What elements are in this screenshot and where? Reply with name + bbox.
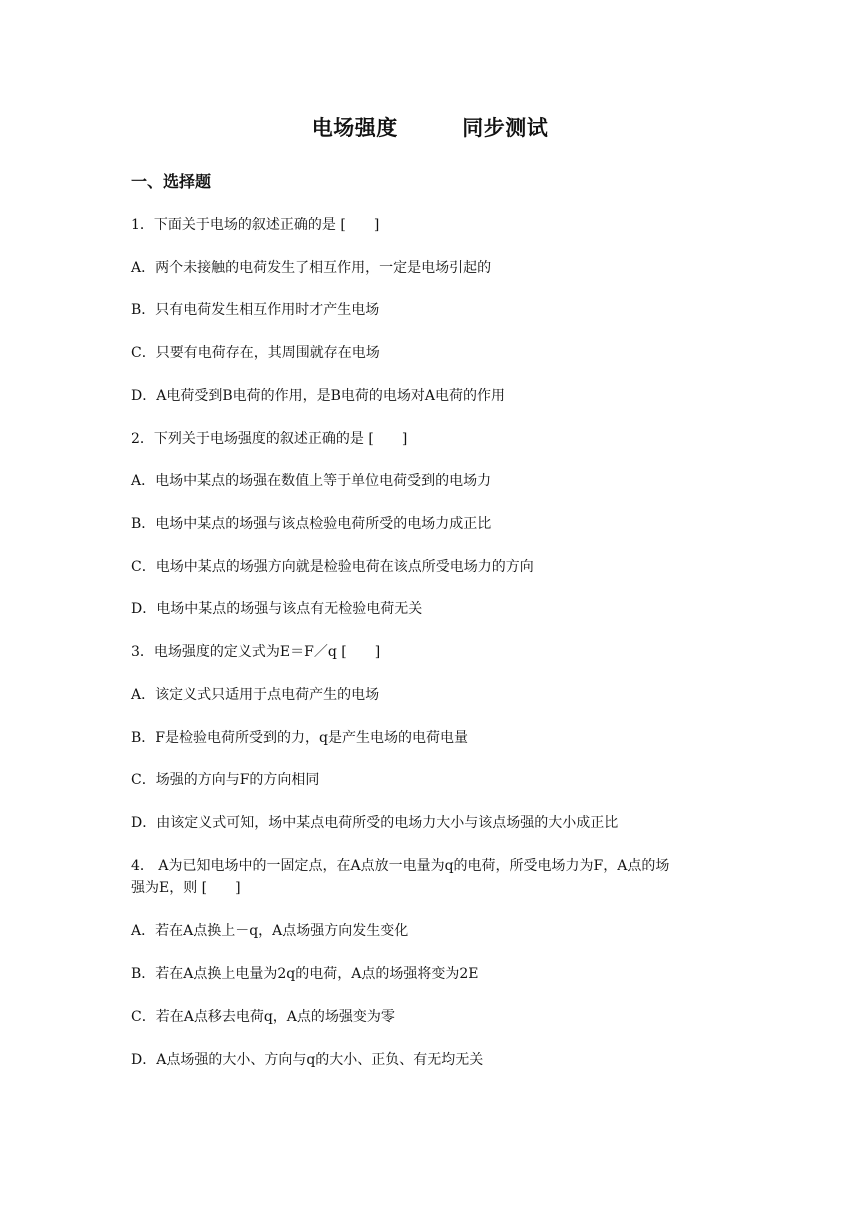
question-1-stem: 1．下面关于电场的叙述正确的是 [ ] xyxy=(131,217,380,233)
page-title: 电场强度 同步测试 xyxy=(311,116,549,140)
question-3-stem: 3．电场强度的定义式为E＝F／q [ ] xyxy=(131,644,381,660)
question-1-option-b: B．只有电荷发生相互作用时才产生电场 xyxy=(131,302,380,318)
question-2-option-d: D．电场中某点的场强与该点有无检验电荷无关 xyxy=(131,601,423,617)
question-4-stem-line-2: 强为E，则 [ ] xyxy=(131,880,241,896)
question-3-option-b: B．F是检验电荷所受到的力，q是产生电场的电荷电量 xyxy=(131,730,468,746)
question-3-option-c: C．场强的方向与F的方向相同 xyxy=(131,772,320,788)
question-3-option-a: A．该定义式只适用于点电荷产生的电场 xyxy=(131,687,380,703)
question-4-option-d: D．A点场强的大小、方向与q的大小、正负、有无均无关 xyxy=(131,1052,484,1068)
question-1-option-a: A．两个未接触的电荷发生了相互作用，一定是电场引起的 xyxy=(131,260,492,276)
section-heading: 一、选择题 xyxy=(131,172,212,191)
question-4-option-c: C．若在A点移去电荷q，A点的场强变为零 xyxy=(131,1009,395,1025)
question-2-option-b: B．电场中某点的场强与该点检验电荷所受的电场力成正比 xyxy=(131,516,492,532)
question-2-option-c: C．电场中某点的场强方向就是检验电荷在该点所受电场力的方向 xyxy=(131,559,534,575)
question-2-option-a: A．电场中某点的场强在数值上等于单位电荷受到的电场力 xyxy=(131,473,492,489)
question-4-stem-line-1: 4． A为已知电场中的一固定点，在A点放一电量为q的电荷，所受电场力为F，A点的场 xyxy=(131,858,670,874)
question-3-option-d: D．由该定义式可知，场中某点电荷所受的电场力大小与该点场强的大小成正比 xyxy=(131,815,619,831)
question-1-option-d: D．A电荷受到B电荷的作用，是B电荷的电场对A电荷的作用 xyxy=(131,388,506,404)
question-4-option-b: B．若在A点换上电量为2q的电荷，A点的场强将变为2E xyxy=(131,966,479,982)
question-4-option-a: A．若在A点换上－q，A点场强方向发生变化 xyxy=(131,923,409,939)
question-1-option-c: C．只要有电荷存在，其周围就存在电场 xyxy=(131,345,380,361)
question-2-stem: 2．下列关于电场强度的叙述正确的是 [ ] xyxy=(131,431,408,447)
